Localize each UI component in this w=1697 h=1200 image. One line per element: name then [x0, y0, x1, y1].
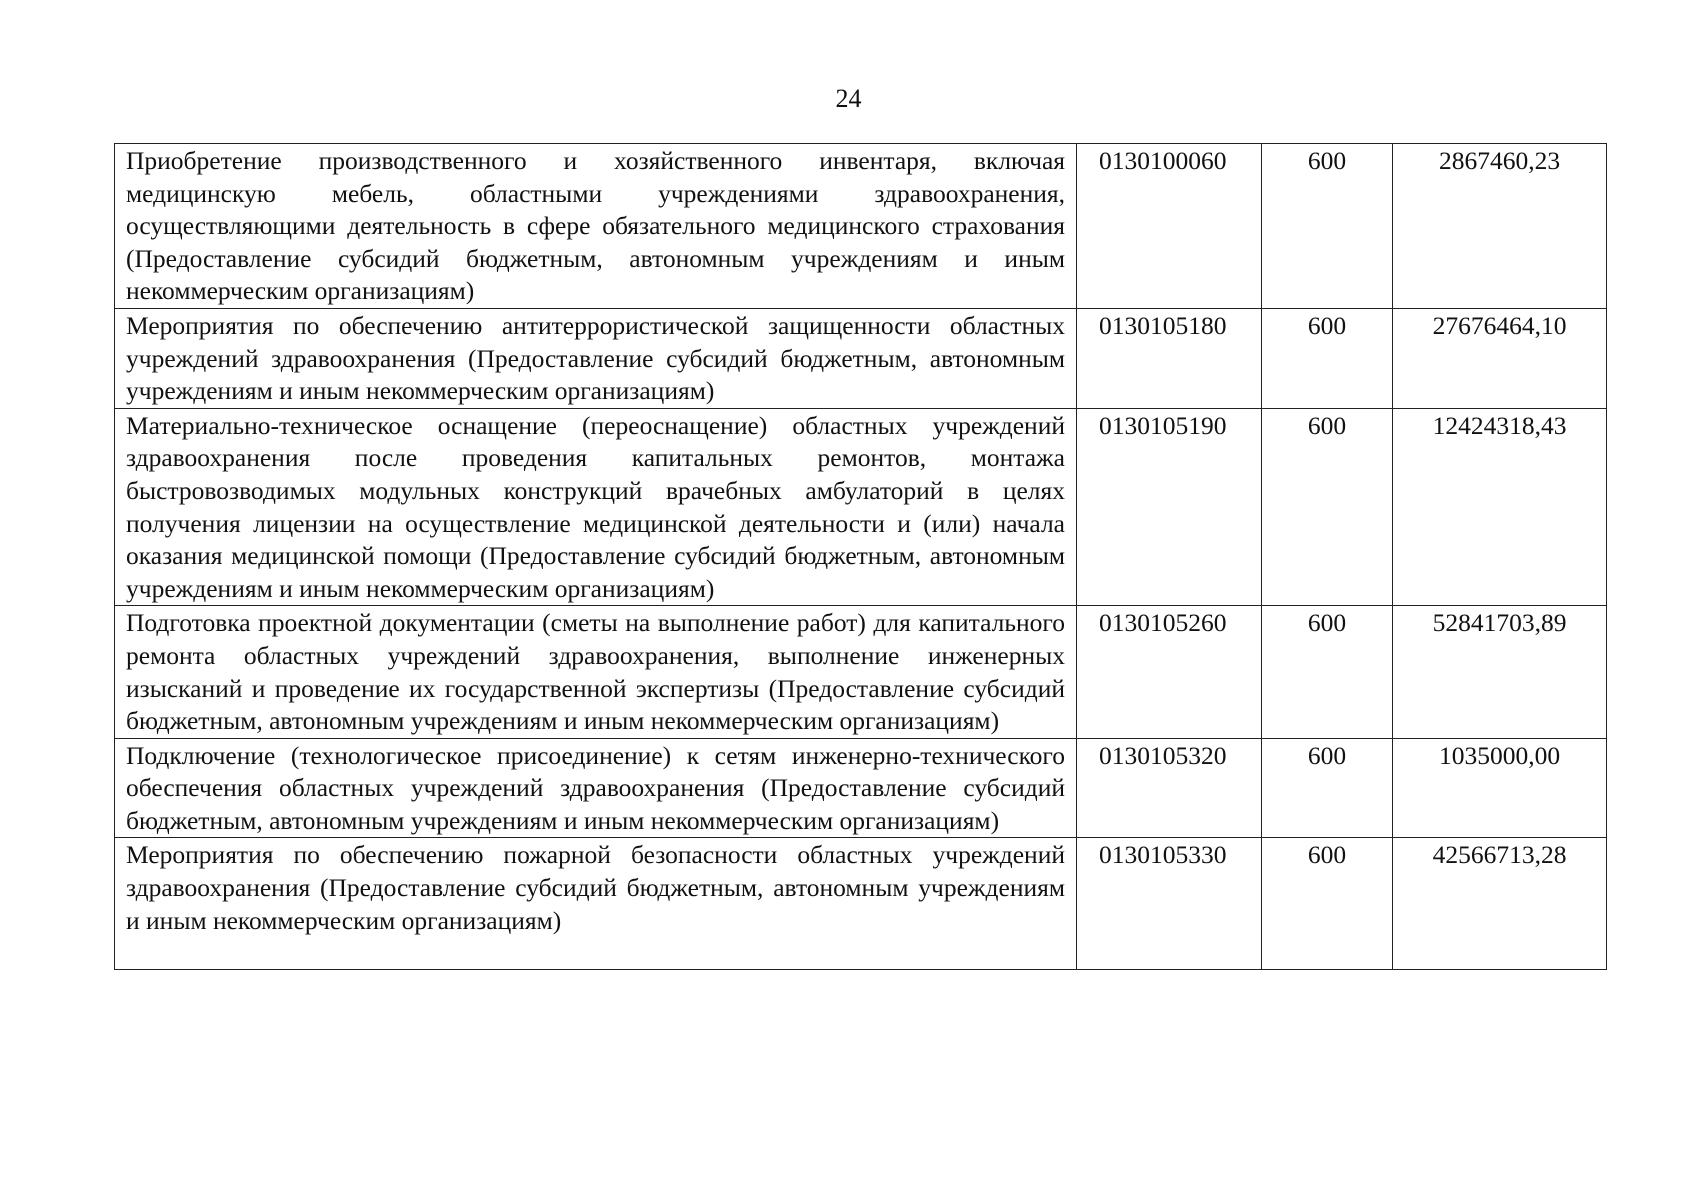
amount-value: 52841703,89	[1393, 606, 1607, 738]
target-article-code: 0130105260	[1077, 606, 1262, 738]
target-article-code: 0130105320	[1077, 738, 1262, 838]
expense-type-code: 600	[1262, 838, 1393, 970]
row-description: Подключение (технологическое присоединение) к сетям инженерно-технического обеспечения областных учреждений здравоохранения (Предоставление субсидий бюджетным, автономным учреждениям и иным некоммерческим организациям)	[115, 738, 1077, 838]
expense-type-code: 600	[1262, 144, 1393, 309]
table-row	[115, 408, 1607, 606]
row-description: Приобретение производственного и хозяйственного инвентаря, включая медицинскую мебель, областными учреждениями здравоохранения, осуществляющими деятельность в сфере обязательного медицинского страхования (Предоставление субсидий бюджетным, автономным учреждениям и иным некоммерческим организациям)	[115, 144, 1077, 309]
amount-value: 42566713,28	[1393, 838, 1607, 970]
row-description: Подготовка проектной документации (сметы на выполнение работ) для капитального ремонта областных учреждений здравоохранения, выполнение инженерных изысканий и проведение их государственной экспертизы (Предоставление субсидий бюджетным, автономным учреждениям и иным некоммерческим организациям)	[115, 606, 1077, 738]
page-number: 24	[835, 84, 862, 113]
table-row	[115, 144, 1607, 309]
amount-value: 27676464,10	[1393, 308, 1607, 408]
expense-type-code: 600	[1262, 606, 1393, 738]
amount-value: 2867460,23	[1393, 144, 1607, 309]
expense-type-code: 600	[1262, 408, 1393, 606]
target-article-code: 0130100060	[1077, 144, 1262, 309]
table-row	[115, 606, 1607, 738]
amount-value: 1035000,00	[1393, 738, 1607, 838]
budget-allocation-table	[114, 143, 1607, 970]
table-row	[115, 838, 1607, 970]
row-description: Мероприятия по обеспечению пожарной безопасности областных учреждений здравоохранения (Предоставление субсидий бюджетным, автономным учреждениям и иным некоммерческим организациям)	[115, 838, 1077, 970]
target-article-code: 0130105330	[1077, 838, 1262, 970]
expense-type-code: 600	[1262, 738, 1393, 838]
row-description: Материально-техническое оснащение (переоснащение) областных учреждений здравоохранения после проведения капитальных ремонтов, монтажа быстровозводимых модульных конструкций врачебных амбулаторий в целях получения лицензии на осуществление медицинской деятельности и (или) начала оказания медицинской помощи (Предоставление субсидий бюджетным, автономным учреждениям и иным некоммерческим организациям)	[115, 408, 1077, 606]
expense-type-code: 600	[1262, 308, 1393, 408]
table-row	[115, 308, 1607, 408]
amount-value: 12424318,43	[1393, 408, 1607, 606]
target-article-code: 0130105190	[1077, 408, 1262, 606]
row-description: Мероприятия по обеспечению антитеррористической защищенности областных учреждений здравоохранения (Предоставление субсидий бюджетным, автономным учреждениям и иным некоммерческим организациям)	[115, 308, 1077, 408]
target-article-code: 0130105180	[1077, 308, 1262, 408]
table-row	[115, 738, 1607, 838]
